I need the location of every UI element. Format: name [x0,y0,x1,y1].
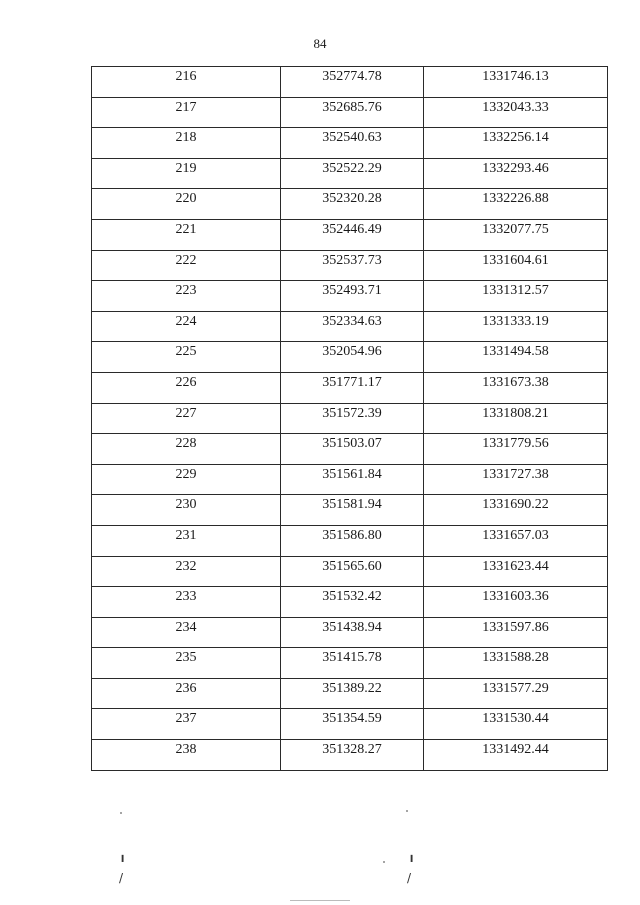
table-row [92,281,608,312]
y-coordinate-cell: 1331808.21 [424,403,608,434]
x-coordinate-cell: 351328.27 [281,740,424,771]
x-coordinate-cell: 352493.71 [281,281,424,312]
x-coordinate-cell: 352522.29 [281,158,424,189]
y-coordinate-cell: 1331603.36 [424,587,608,618]
point-number-cell: 225 [92,342,281,373]
point-number-cell: 224 [92,311,281,342]
x-coordinate-cell: 352540.63 [281,128,424,159]
y-coordinate-cell: 1332043.33 [424,97,608,128]
y-coordinate-cell: 1331690.22 [424,495,608,526]
point-number-cell: 236 [92,678,281,709]
point-number-cell: 238 [92,740,281,771]
table-row [92,128,608,159]
x-coordinate-cell: 351572.39 [281,403,424,434]
x-coordinate-cell: 351532.42 [281,587,424,618]
point-number-cell: 237 [92,709,281,740]
point-number-cell: 227 [92,403,281,434]
table-row [92,678,608,709]
y-coordinate-cell: 1332256.14 [424,128,608,159]
y-coordinate-cell: 1331604.61 [424,250,608,281]
table-row [92,250,608,281]
point-number-cell: 234 [92,617,281,648]
x-coordinate-cell: 351565.60 [281,556,424,587]
y-coordinate-cell: 1331673.38 [424,372,608,403]
y-coordinate-cell: 1331492.44 [424,740,608,771]
point-number-cell: 221 [92,219,281,250]
y-coordinate-cell: 1332226.88 [424,189,608,220]
table-row [92,311,608,342]
x-coordinate-cell: 351438.94 [281,617,424,648]
y-coordinate-cell: 1331727.38 [424,464,608,495]
y-coordinate-cell: 1331312.57 [424,281,608,312]
table-row [92,740,608,771]
coordinate-table [91,66,608,771]
point-number-cell: 218 [92,128,281,159]
page-number: 84 [313,36,327,51]
table-row [92,495,608,526]
table-row [92,403,608,434]
y-coordinate-cell: 1331597.86 [424,617,608,648]
x-coordinate-cell: 352537.73 [281,250,424,281]
y-coordinate-cell: 1332293.46 [424,158,608,189]
y-coordinate-cell: 1331657.03 [424,525,608,556]
table-row [92,556,608,587]
table-row [92,67,608,98]
point-number-cell: 217 [92,97,281,128]
table-row [92,434,608,465]
table-row [92,342,608,373]
x-coordinate-cell: 351586.80 [281,525,424,556]
point-number-cell: 228 [92,434,281,465]
x-coordinate-cell: 351503.07 [281,434,424,465]
y-coordinate-cell: 1331779.56 [424,434,608,465]
y-coordinate-cell: 1331577.29 [424,678,608,709]
point-number-cell: 232 [92,556,281,587]
x-coordinate-cell: 351561.84 [281,464,424,495]
table-row [92,709,608,740]
scan-speck [120,812,122,814]
table-row [92,372,608,403]
table-row [92,158,608,189]
x-coordinate-cell: 352334.63 [281,311,424,342]
y-coordinate-cell: 1331333.19 [424,311,608,342]
x-coordinate-cell: 351581.94 [281,495,424,526]
scan-speck [383,861,385,863]
table-row [92,97,608,128]
table-row [92,189,608,220]
x-coordinate-cell: 352446.49 [281,219,424,250]
table-row [92,648,608,679]
y-coordinate-cell: 1331623.44 [424,556,608,587]
point-number-cell: 233 [92,587,281,618]
y-coordinate-cell: 1331746.13 [424,67,608,98]
table-body [92,67,608,771]
point-number-cell: 223 [92,281,281,312]
point-number-cell: 226 [92,372,281,403]
table-row [92,617,608,648]
point-number-cell: 229 [92,464,281,495]
point-number-cell: 219 [92,158,281,189]
point-number-cell: 216 [92,67,281,98]
y-coordinate-cell: 1331530.44 [424,709,608,740]
x-coordinate-cell: 351771.17 [281,372,424,403]
x-coordinate-cell: 352685.76 [281,97,424,128]
x-coordinate-cell: 352054.96 [281,342,424,373]
point-number-cell: 230 [92,495,281,526]
scan-tick-mark: ╹ [119,855,127,869]
table-row [92,525,608,556]
scan-edge-line [290,900,350,901]
point-number-cell: 220 [92,189,281,220]
point-number-cell: 222 [92,250,281,281]
scan-tick-mark: / [119,871,124,885]
point-number-cell: 231 [92,525,281,556]
table-row [92,219,608,250]
point-number-cell: 235 [92,648,281,679]
table-row [92,464,608,495]
scan-speck [406,810,408,812]
y-coordinate-cell: 1331494.58 [424,342,608,373]
x-coordinate-cell: 352320.28 [281,189,424,220]
x-coordinate-cell: 351354.59 [281,709,424,740]
y-coordinate-cell: 1332077.75 [424,219,608,250]
table-row [92,587,608,618]
scan-tick-mark: ╹ [408,855,416,869]
x-coordinate-cell: 352774.78 [281,67,424,98]
x-coordinate-cell: 351415.78 [281,648,424,679]
scan-tick-mark: / [407,871,412,885]
y-coordinate-cell: 1331588.28 [424,648,608,679]
x-coordinate-cell: 351389.22 [281,678,424,709]
